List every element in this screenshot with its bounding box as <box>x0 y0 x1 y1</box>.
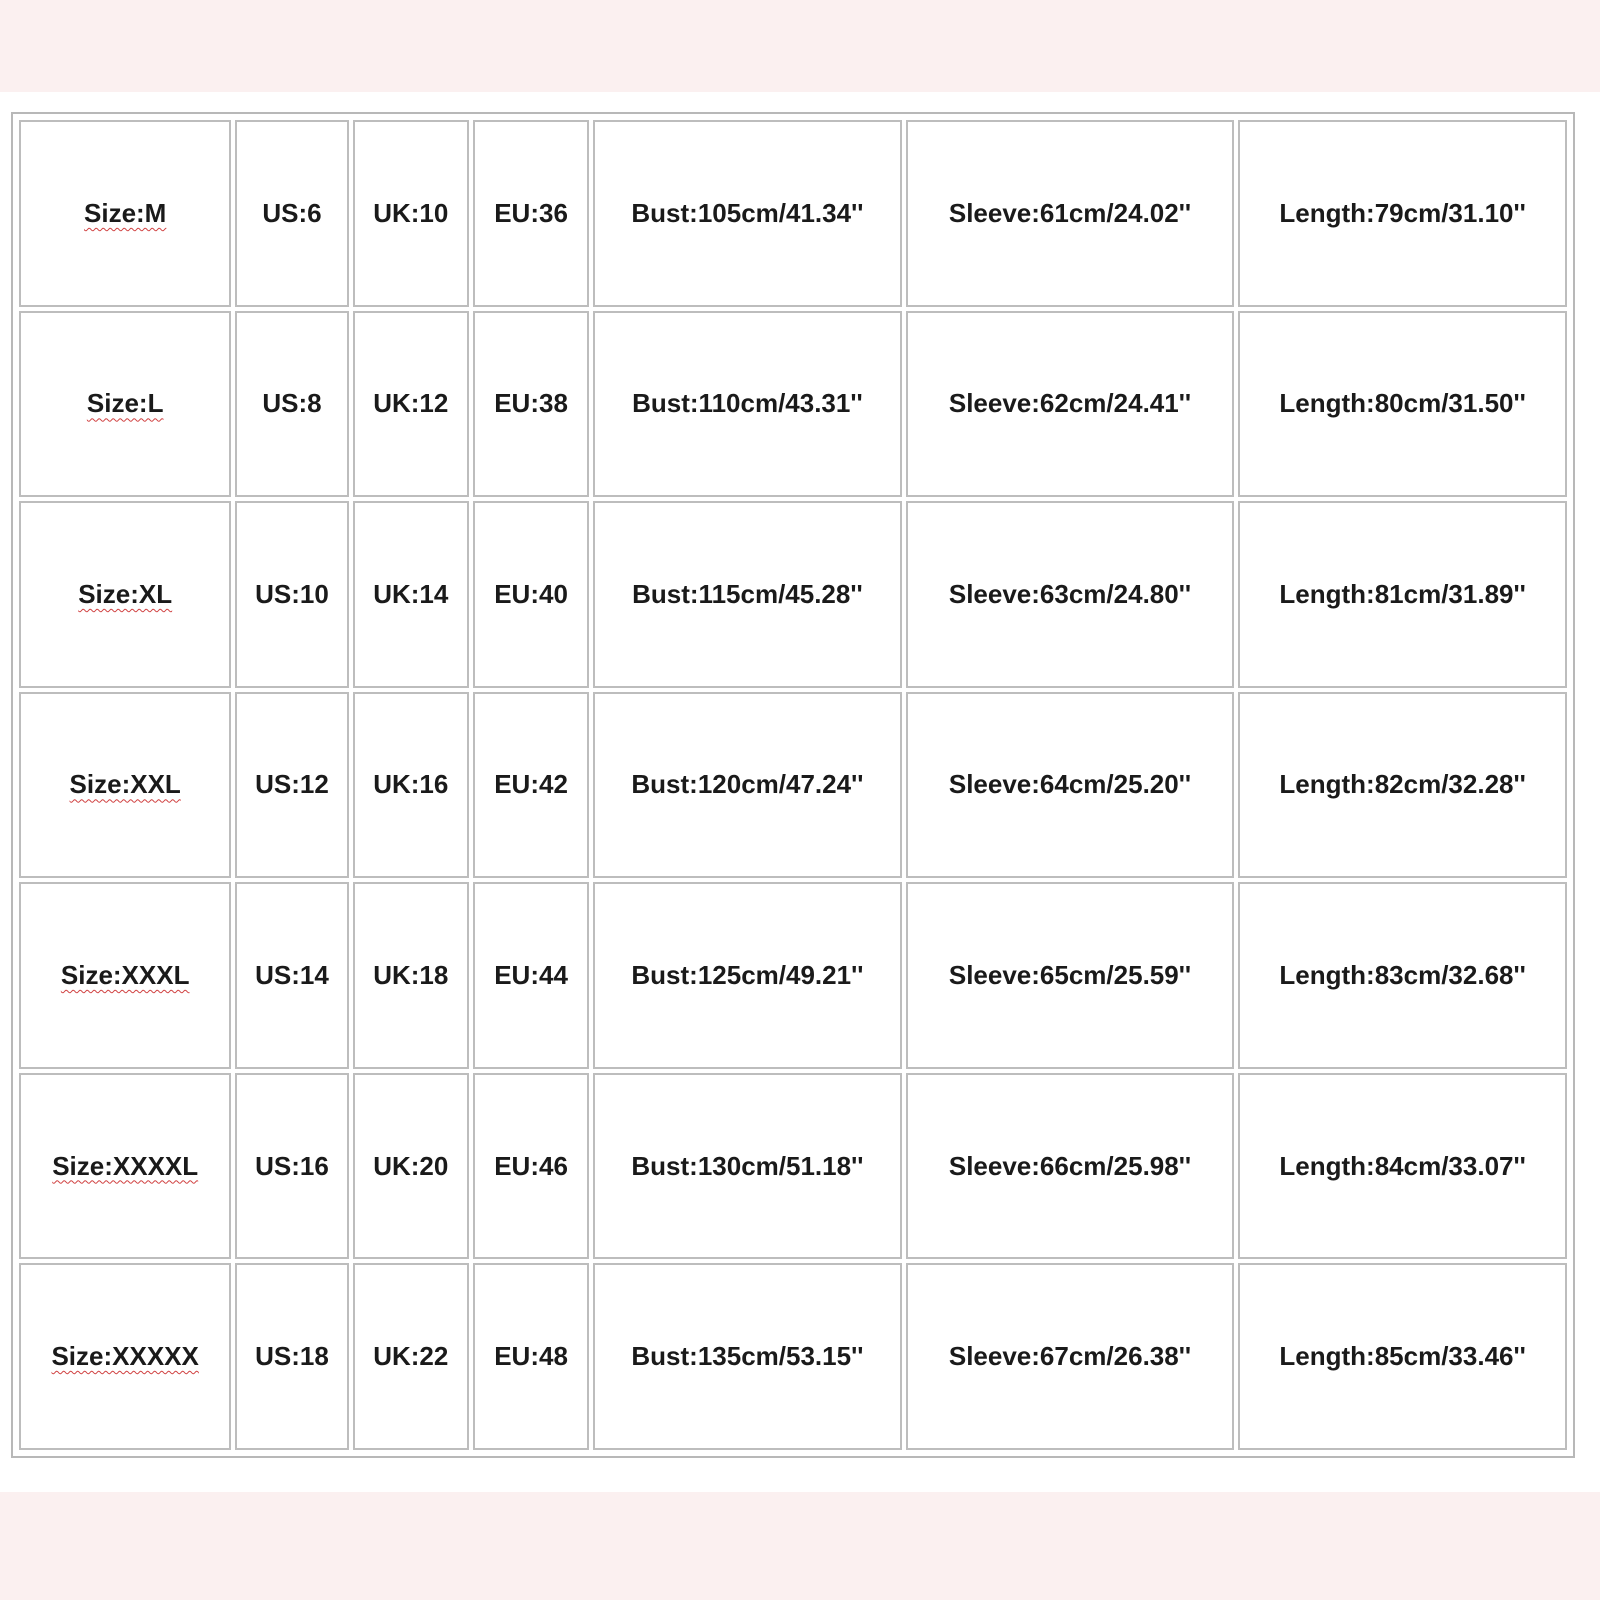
table-row <box>19 692 1567 879</box>
us-size-cell: US:16 <box>235 1073 348 1260</box>
eu-size-cell: EU:36 <box>473 120 589 307</box>
sleeve-cell: Sleeve:61cm/24.02'' <box>906 120 1235 307</box>
eu-size-cell: EU:40 <box>473 501 589 688</box>
bust-cell: Bust:130cm/51.18'' <box>593 1073 901 1260</box>
size-cell: Size:M <box>19 120 231 307</box>
sleeve-cell: Sleeve:66cm/25.98'' <box>906 1073 1235 1260</box>
bust-cell: Bust:105cm/41.34'' <box>593 120 901 307</box>
uk-size-cell: UK:18 <box>353 882 469 1069</box>
table-row <box>19 882 1567 1069</box>
us-size-cell: US:14 <box>235 882 348 1069</box>
size-cell: Size:XXL <box>19 692 231 879</box>
length-cell: Length:79cm/31.10'' <box>1238 120 1567 307</box>
uk-size-cell: UK:22 <box>353 1263 469 1450</box>
sleeve-cell: Sleeve:62cm/24.41'' <box>906 311 1235 498</box>
eu-size-cell: EU:38 <box>473 311 589 498</box>
table-row <box>19 1073 1567 1260</box>
size-chart-frame <box>11 112 1575 1458</box>
size-cell: Size:XXXXX <box>19 1263 231 1450</box>
us-size-cell: US:6 <box>235 120 348 307</box>
eu-size-cell: EU:46 <box>473 1073 589 1260</box>
us-size-cell: US:18 <box>235 1263 348 1450</box>
size-cell: Size:L <box>19 311 231 498</box>
size-cell: Size:XXXXL <box>19 1073 231 1260</box>
uk-size-cell: UK:14 <box>353 501 469 688</box>
length-cell: Length:85cm/33.46'' <box>1238 1263 1567 1450</box>
uk-size-cell: UK:12 <box>353 311 469 498</box>
size-chart-table <box>15 116 1571 1454</box>
bottom-band <box>0 1492 1600 1600</box>
us-size-cell: US:12 <box>235 692 348 879</box>
table-row <box>19 1263 1567 1450</box>
uk-size-cell: UK:16 <box>353 692 469 879</box>
table-row <box>19 311 1567 498</box>
bust-cell: Bust:135cm/53.15'' <box>593 1263 901 1450</box>
size-cell: Size:XL <box>19 501 231 688</box>
eu-size-cell: EU:42 <box>473 692 589 879</box>
bust-cell: Bust:110cm/43.31'' <box>593 311 901 498</box>
eu-size-cell: EU:48 <box>473 1263 589 1450</box>
bust-cell: Bust:115cm/45.28'' <box>593 501 901 688</box>
table-row <box>19 501 1567 688</box>
length-cell: Length:83cm/32.68'' <box>1238 882 1567 1069</box>
bust-cell: Bust:125cm/49.21'' <box>593 882 901 1069</box>
length-cell: Length:84cm/33.07'' <box>1238 1073 1567 1260</box>
sleeve-cell: Sleeve:67cm/26.38'' <box>906 1263 1235 1450</box>
bust-cell: Bust:120cm/47.24'' <box>593 692 901 879</box>
size-cell: Size:XXXL <box>19 882 231 1069</box>
sleeve-cell: Sleeve:63cm/24.80'' <box>906 501 1235 688</box>
uk-size-cell: UK:20 <box>353 1073 469 1260</box>
length-cell: Length:82cm/32.28'' <box>1238 692 1567 879</box>
us-size-cell: US:10 <box>235 501 348 688</box>
top-band <box>0 0 1600 92</box>
sleeve-cell: Sleeve:64cm/25.20'' <box>906 692 1235 879</box>
eu-size-cell: EU:44 <box>473 882 589 1069</box>
us-size-cell: US:8 <box>235 311 348 498</box>
table-row <box>19 120 1567 307</box>
length-cell: Length:81cm/31.89'' <box>1238 501 1567 688</box>
uk-size-cell: UK:10 <box>353 120 469 307</box>
sleeve-cell: Sleeve:65cm/25.59'' <box>906 882 1235 1069</box>
length-cell: Length:80cm/31.50'' <box>1238 311 1567 498</box>
